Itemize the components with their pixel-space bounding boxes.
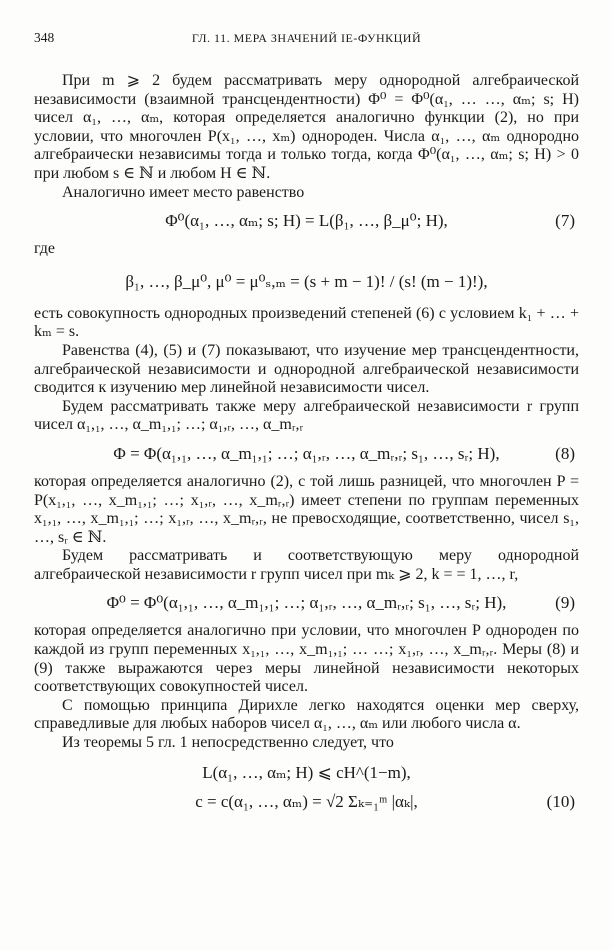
- equation-8-number: (8): [555, 443, 575, 463]
- paragraph-measure-homogeneous: При m ⩾ 2 будем рассматривать меру однородной алгебраической независимости (взаимной трансцендентности) Φ⁰ = Φ⁰(α₁, … …, αₘ; s; H) чисел α₁, …, αₘ, которая определяется аналогично функции (2), но при условии, что многочлен P(x₁, …, xₘ) однороден. Числа α₁, …, αₘ однородно алгебраически независимы тогда и только тогда, когда Φ⁰(α₁, …, αₘ; s; H) > 0 при любом s ∈ ℕ и любом H ∈ ℕ.: [34, 72, 579, 182]
- paragraph-collection: есть совокупность однородных произведений степеней (6) с условием k₁ + … + kₘ = s.: [34, 304, 579, 341]
- equation-7: [34, 208, 579, 234]
- paragraph-groups: Будем рассматривать также меру алгебраической независимости r групп чисел α₁,₁, …, α_m₁,₁; …; α₁,ᵣ, …, α_mᵣ,ᵣ: [34, 397, 579, 434]
- page-number: 348: [34, 30, 55, 45]
- paragraph-homogeneous-condition: которая определяется аналогично при условии, что многочлен P однороден по каждой из групп переменных x₁,₁, …, x_m₁,₁; … …; x₁,ᵣ, …, x_mᵣ,ᵣ. Меры (8) и (9) также выражаются через меры линейной независимости некоторых соответствующих совокупностей чисел.: [34, 622, 579, 696]
- paragraph-similarly: Аналогично имеет место равенство: [62, 183, 305, 201]
- page-body: [34, 72, 579, 827]
- equation-8: [34, 441, 579, 467]
- page-header: [34, 30, 579, 50]
- equation-10: [34, 759, 579, 821]
- equation-8-body: Φ = Φ(α₁,₁, …, α_m₁,₁; …; α₁,ᵣ, …, α_mᵣ,ᵣ; s₁, …, sᵣ; H),: [113, 443, 500, 463]
- equation-7-number: (7): [555, 211, 575, 231]
- running-title: ГЛ. 11. МЕРА ЗНАЧЕНИЙ IE-ФУНКЦИЙ: [191, 31, 422, 45]
- paragraph-where: где: [34, 240, 56, 258]
- equation-mu-body: β₁, …, β_μ⁰, μ⁰ = μ⁰ₛ,ₘ = (s + m − 1)! / (s! (m − 1)!),: [125, 271, 488, 291]
- paragraph-equalities: Равенства (4), (5) и (7) показывают, что изучение мер трансцендентности, алгебраической независимости и однородной алгебраической независимости сводится к изучению мер линейной независимости чисел.: [34, 341, 579, 397]
- equation-10-line-2: c = c(α₁, …, αₘ) = √2 Σₖ₌₁ᵐ |αₖ|,: [195, 791, 418, 811]
- equation-9-number: (9): [555, 593, 575, 613]
- paragraph-defined-similarly: которая определяется аналогично (2), с той лишь разницей, что многочлен P = P(x₁,₁, …, x_m₁,₁; …; x₁,ᵣ, …, x_mᵣ,ᵣ) имеет степени по группам переменных x₁,₁, …, x_m₁,₁; …; x₁,ᵣ, …, x_mᵣ,ᵣ, не превосходящие, соответственно, чисел s₁, …, sᵣ ∈ ℕ.: [34, 472, 579, 546]
- paragraph-theorem: Из теоремы 5 гл. 1 непосредственно следует, что: [62, 734, 394, 752]
- equation-9-body: Φ⁰ = Φ⁰(α₁,₁, …, α_m₁,₁; …; α₁,ᵣ, …, α_mᵣ,ᵣ; s₁, …, sᵣ; H),: [106, 593, 507, 613]
- equation-mu: [34, 265, 579, 299]
- paragraph-dirichlet: С помощью принципа Дирихле легко находятся оценки мер сверху, справедливые для любых наборов чисел α₁, …, αₘ или любого числа α.: [34, 696, 579, 733]
- equation-7-body: Φ⁰(α₁, …, αₘ; s; H) = L(β₁, …, β_μ⁰; H),: [165, 211, 448, 231]
- equation-10-line-1: L(α₁, …, αₘ; H) ⩽ cH^(1−m),: [202, 762, 411, 782]
- equation-9: [34, 590, 579, 616]
- paragraph-homogeneous-groups: Будем рассматривать и соответствующую меру однородной алгебраической независимости r групп чисел при mₖ ⩾ 2, k = = 1, …, r,: [34, 547, 579, 583]
- equation-10-number: (10): [546, 791, 575, 811]
